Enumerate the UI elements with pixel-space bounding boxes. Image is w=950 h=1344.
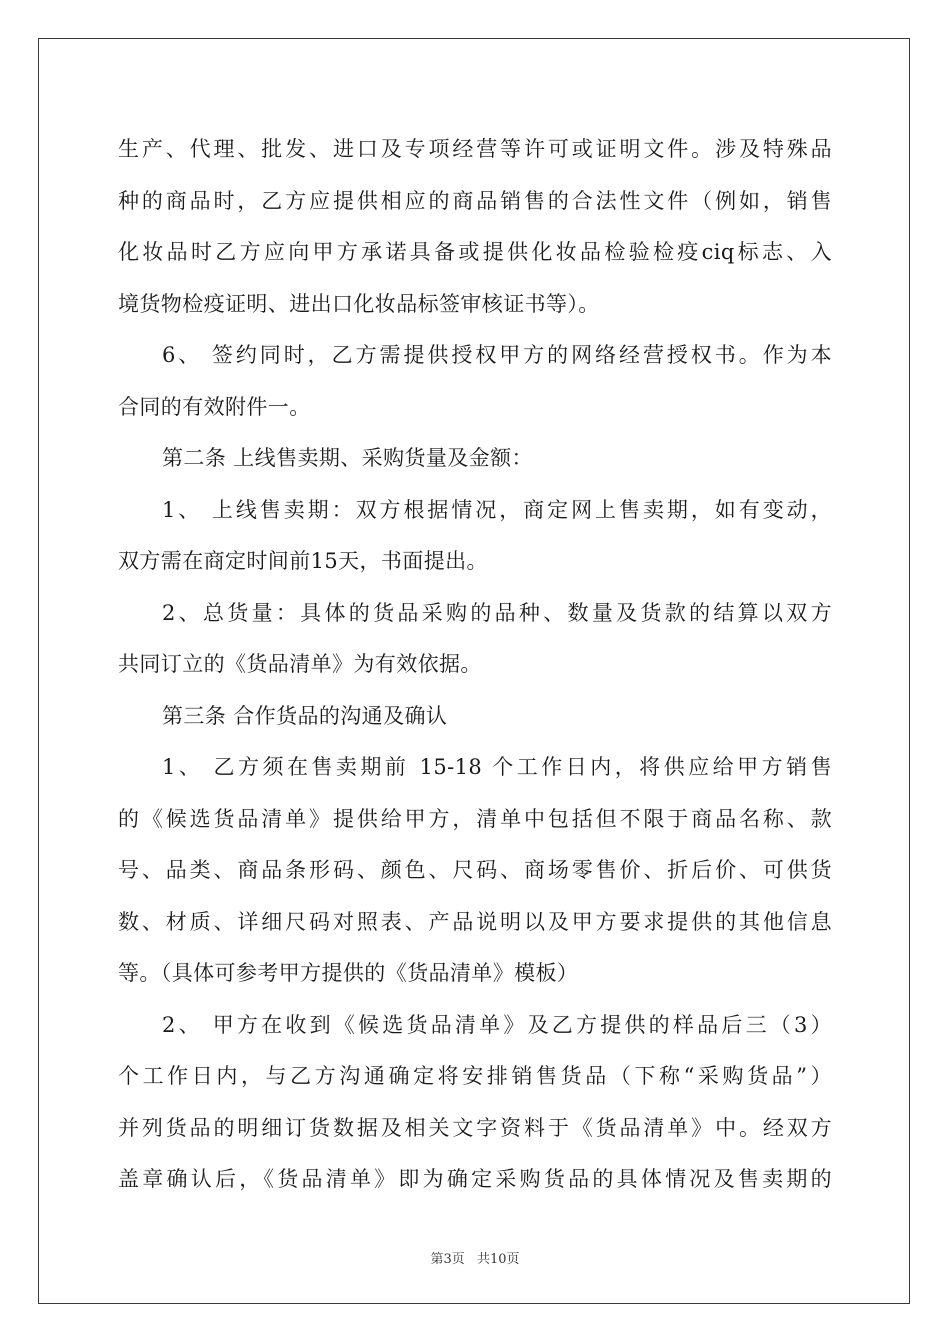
text-line: 6、 签约同时，乙方需提供授权甲方的网络经营授权书。作为本 xyxy=(162,343,832,367)
page-total: 共10页 xyxy=(476,1252,520,1267)
text-line: 盖章确认后，《货品清单》即为确定采购货品的具体情况及售卖期的 xyxy=(118,1167,832,1191)
text-line: 1、 乙方须在售卖期前 15-18 个工作日内，将供应给甲方销售 xyxy=(162,755,832,779)
text-line: 等。（具体可参考甲方提供的《货品清单》模板） xyxy=(118,961,579,985)
page-number: 第3页 xyxy=(430,1252,465,1267)
text-line: 并列货品的明细订货数据及相关文字资料于《货品清单》中。经双方 xyxy=(118,1115,832,1140)
text-line: 2、总货量：具体的货品采购的品种、数量及货款的结算以双方 xyxy=(162,600,832,625)
text-line: 1、 上线售卖期：双方根据情况，商定网上售卖期，如有变动， xyxy=(162,497,832,522)
text-line: 合同的有效附件一。 xyxy=(118,394,311,419)
text-line: 种的商品时，乙方应提供相应的商品销售的合法性文件（例如，销售 xyxy=(118,188,832,213)
document-body xyxy=(118,124,832,1206)
text-line: 双方需在商定时间前15天，书面提出。 xyxy=(118,549,488,573)
text-line: 境货物检疫证明、进出口化妆品标签审核证书等）。 xyxy=(118,291,600,316)
section-heading: 第二条 上线售卖期、采购货量及金额： xyxy=(162,446,533,470)
text-line: 2、 甲方在收到《候选货品清单》及乙方提供的样品后三（3） xyxy=(162,1012,832,1037)
text-line: 数、材质、详细尺码对照表、产品说明以及甲方要求提供的其他信息 xyxy=(118,909,832,934)
text-line: 生产、代理、批发、进口及专项经营等许可或证明文件。涉及特殊品 xyxy=(118,137,832,161)
page-footer xyxy=(0,1248,950,1267)
text-line: 个工作日内，与乙方沟通确定将安排销售货品（下称“采购货品”） xyxy=(118,1064,832,1088)
text-line: 的《候选货品清单》提供给甲方，清单中包括但不限于商品名称、款 xyxy=(118,806,832,831)
text-line: 共同订立的《货品清单》为有效依据。 xyxy=(118,652,482,676)
section-heading: 第三条 合作货品的沟通及确认 xyxy=(162,703,448,728)
text-line: 化妆品时乙方应向甲方承诺具备或提供化妆品检验检疫ciq标志、入 xyxy=(118,240,832,264)
text-line: 号、品类、商品条形码、颜色、尺码、商场零售价、折后价、可供货 xyxy=(118,858,832,882)
